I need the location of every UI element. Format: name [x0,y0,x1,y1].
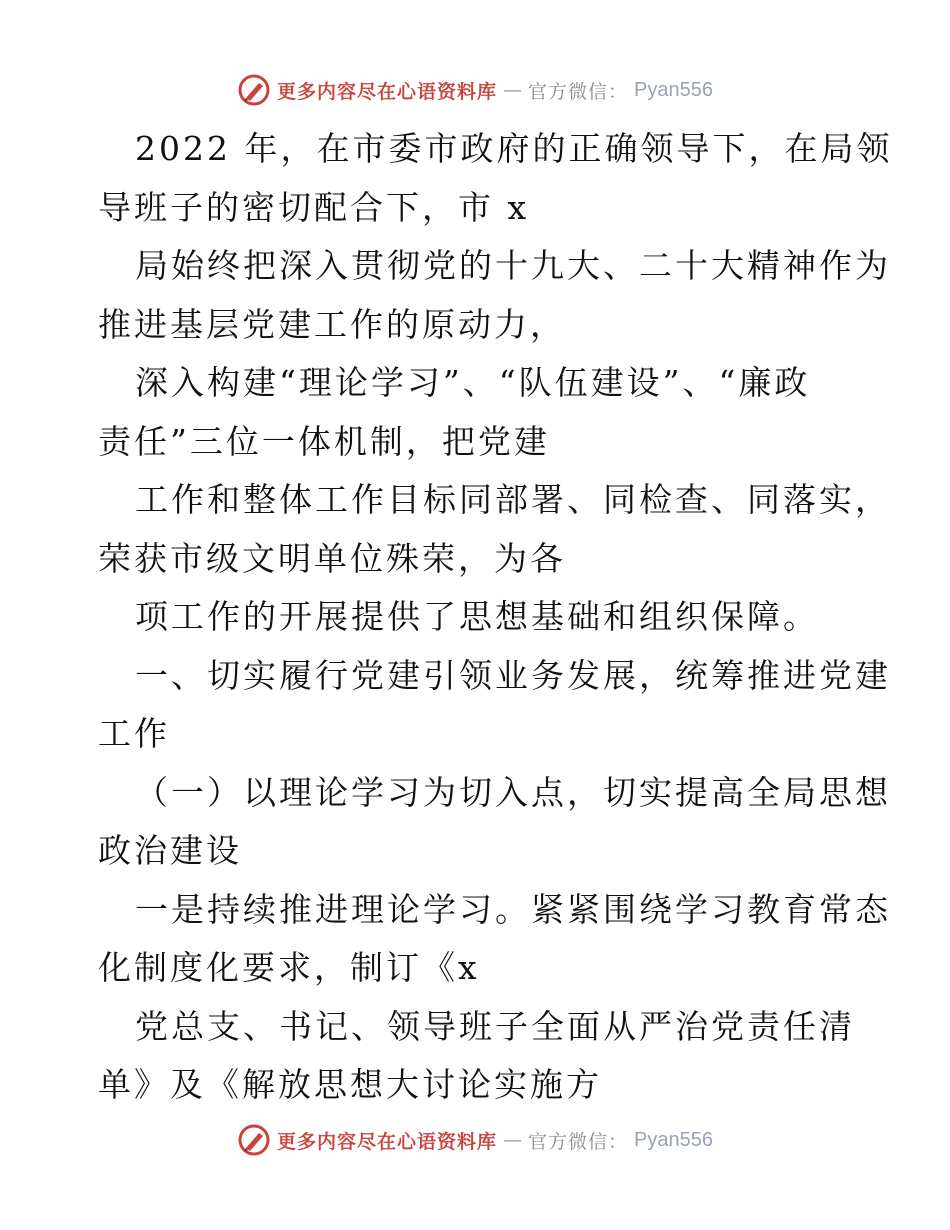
body-line: 单》及《解放思想大讨论实施方 [98,1065,602,1104]
body-line: 项工作的开展提供了思想基础和组织保障。 [135,597,819,636]
section-heading: 一、切实履行党建引领业务发展，统筹推进党建 [135,655,891,695]
document-body [98,120,893,1115]
body-line: 化制度化要求，制订《x [98,948,480,987]
footer-watermark [0,1120,950,1160]
body-line: 2022 年，在市委市政府的正确领导下，在局领 [135,129,893,168]
watermark-label: 官方微信： [528,80,629,103]
body-line: 党总支、书记、领导班子全面从严治党责任清 [135,1006,855,1046]
watermark-wechat-id: Pyan556 [634,78,713,101]
body-line: 深入构建“理论学习”、“队伍建设”、“廉政 [135,363,811,402]
body-line: 推进基层党建工作的原动力， [98,304,566,344]
pen-logo-icon [237,73,271,107]
body-line: 荣获市级文明单位殊荣，为各 [98,538,566,578]
body-line: 责任”三位一体机制，把党建 [98,421,550,461]
watermark-label: 官方微信： [528,1130,629,1153]
watermark-separator: — [503,79,523,101]
watermark-brand: 更多内容尽在心语资料库 [277,1130,498,1153]
subsection-heading-cont: 政治建设 [98,831,242,870]
watermark-wechat-id: Pyan556 [634,1128,713,1151]
body-line: 一是持续推进理论学习。紧紧围绕学习教育常态 [135,889,891,929]
subsection-heading: （一）以理论学习为切入点，切实提高全局思想 [135,772,891,812]
section-heading-cont: 工作 [98,714,170,753]
watermark-brand: 更多内容尽在心语资料库 [277,80,498,103]
body-line: 导班子的密切配合下，市 x [98,187,530,227]
body-line: 局始终把深入贯彻党的十九大、二十大精神作为 [135,246,891,285]
pen-logo-icon [237,1123,271,1157]
watermark-separator: — [503,1129,523,1151]
body-line: 工作和整体工作目标同部署、同检查、同落实， [135,480,891,519]
header-watermark [0,70,950,110]
